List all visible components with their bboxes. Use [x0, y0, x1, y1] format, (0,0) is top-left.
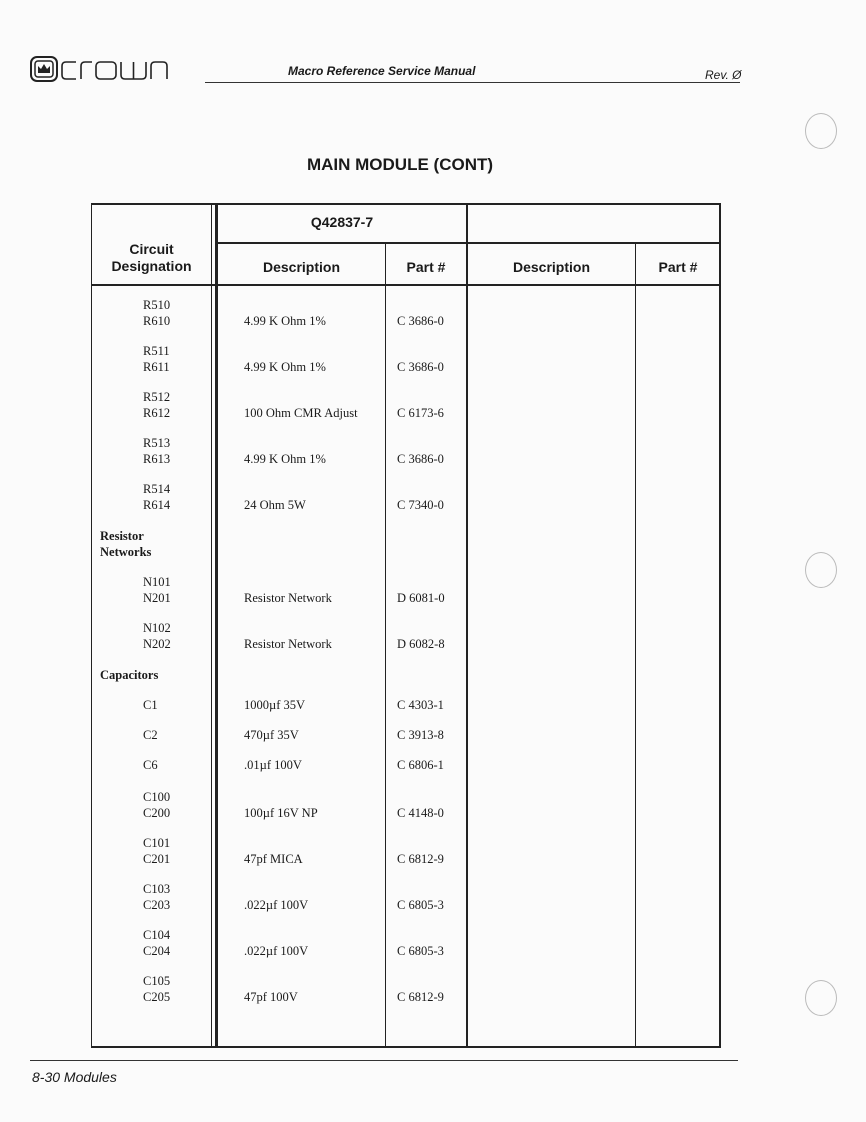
part-description: .022µf 100V — [244, 898, 309, 912]
circuit-designation: C101 C201 — [143, 836, 171, 866]
circuit-designation: C1 — [143, 698, 158, 712]
part-number: C 3686-0 — [397, 360, 444, 374]
part-description: 100 Ohm CMR Adjust — [244, 406, 358, 420]
part-number: C 6173-6 — [397, 406, 444, 420]
crown-logo — [30, 55, 205, 85]
part-description: .022µf 100V — [244, 944, 309, 958]
circuit-designation: R512 R612 — [143, 390, 171, 420]
part-number: C 4303-1 — [397, 698, 444, 712]
part-number: C 3913-8 — [397, 728, 444, 742]
part-description: 47pf 100V — [244, 990, 298, 1004]
part-number: C 3686-0 — [397, 314, 444, 328]
header-circuit-designation: Circuit Designation — [111, 241, 192, 274]
header-part-number: Part # — [406, 259, 446, 275]
footer-rule — [30, 1060, 738, 1061]
circuit-designation: N102 N202 — [143, 621, 171, 651]
circuit-designation: R514 R614 — [143, 482, 171, 512]
circuit-designation: N101 N201 — [143, 575, 171, 605]
header-model-number: Q42837-7 — [310, 214, 374, 230]
revision: Rev. Ø — [705, 68, 742, 82]
header-description-2: Description — [512, 259, 590, 275]
part-description: Resistor Network — [244, 637, 332, 651]
page-title: MAIN MODULE (CONT) — [306, 155, 494, 174]
circuit-designation: C2 — [143, 728, 158, 742]
part-number: C 6806-1 — [397, 758, 444, 772]
circuit-designation: C105 C205 — [143, 974, 171, 1004]
punch-hole — [805, 113, 837, 149]
header-description: Description — [262, 259, 340, 275]
section-heading: Capacitors — [100, 668, 159, 682]
part-description: 4.99 K Ohm 1% — [244, 452, 326, 466]
part-number: D 6081-0 — [397, 591, 445, 605]
part-description: 4.99 K Ohm 1% — [244, 360, 326, 374]
part-description: .01µf 100V — [244, 758, 302, 772]
part-description: 100µf 16V NP — [244, 806, 318, 820]
part-number: C 6812-9 — [397, 990, 444, 1004]
circuit-designation: R511 R611 — [143, 344, 170, 374]
circuit-designation: R513 R613 — [143, 436, 171, 466]
page-footer: 8-30 Modules — [32, 1069, 117, 1085]
section-heading: Resistor Networks — [100, 529, 152, 559]
part-description: 4.99 K Ohm 1% — [244, 314, 326, 328]
manual-title: Macro Reference Service Manual — [288, 64, 476, 78]
circuit-designation: C103 C203 — [143, 882, 171, 912]
part-number: C 6805-3 — [397, 944, 444, 958]
circuit-designation: C6 — [143, 758, 158, 772]
part-description: Resistor Network — [244, 591, 332, 605]
part-number: C 6812-9 — [397, 852, 444, 866]
part-number: D 6082-8 — [397, 637, 445, 651]
part-number: C 6805-3 — [397, 898, 444, 912]
part-number: C 4148-0 — [397, 806, 444, 820]
part-description: 1000µf 35V — [244, 698, 306, 712]
part-number: C 7340-0 — [397, 498, 444, 512]
punch-hole — [805, 552, 837, 588]
header-rule — [205, 82, 740, 83]
part-description: 24 Ohm 5W — [244, 498, 306, 512]
circuit-designation: C104 C204 — [143, 928, 171, 958]
punch-hole — [805, 980, 837, 1016]
part-description: 470µf 35V — [244, 728, 299, 742]
part-description: 47pf MICA — [244, 852, 303, 866]
circuit-designation: C100 C200 — [143, 790, 171, 820]
part-number: C 3686-0 — [397, 452, 444, 466]
circuit-designation: R510 R610 — [143, 298, 171, 328]
header-part-number-2: Part # — [658, 259, 698, 275]
